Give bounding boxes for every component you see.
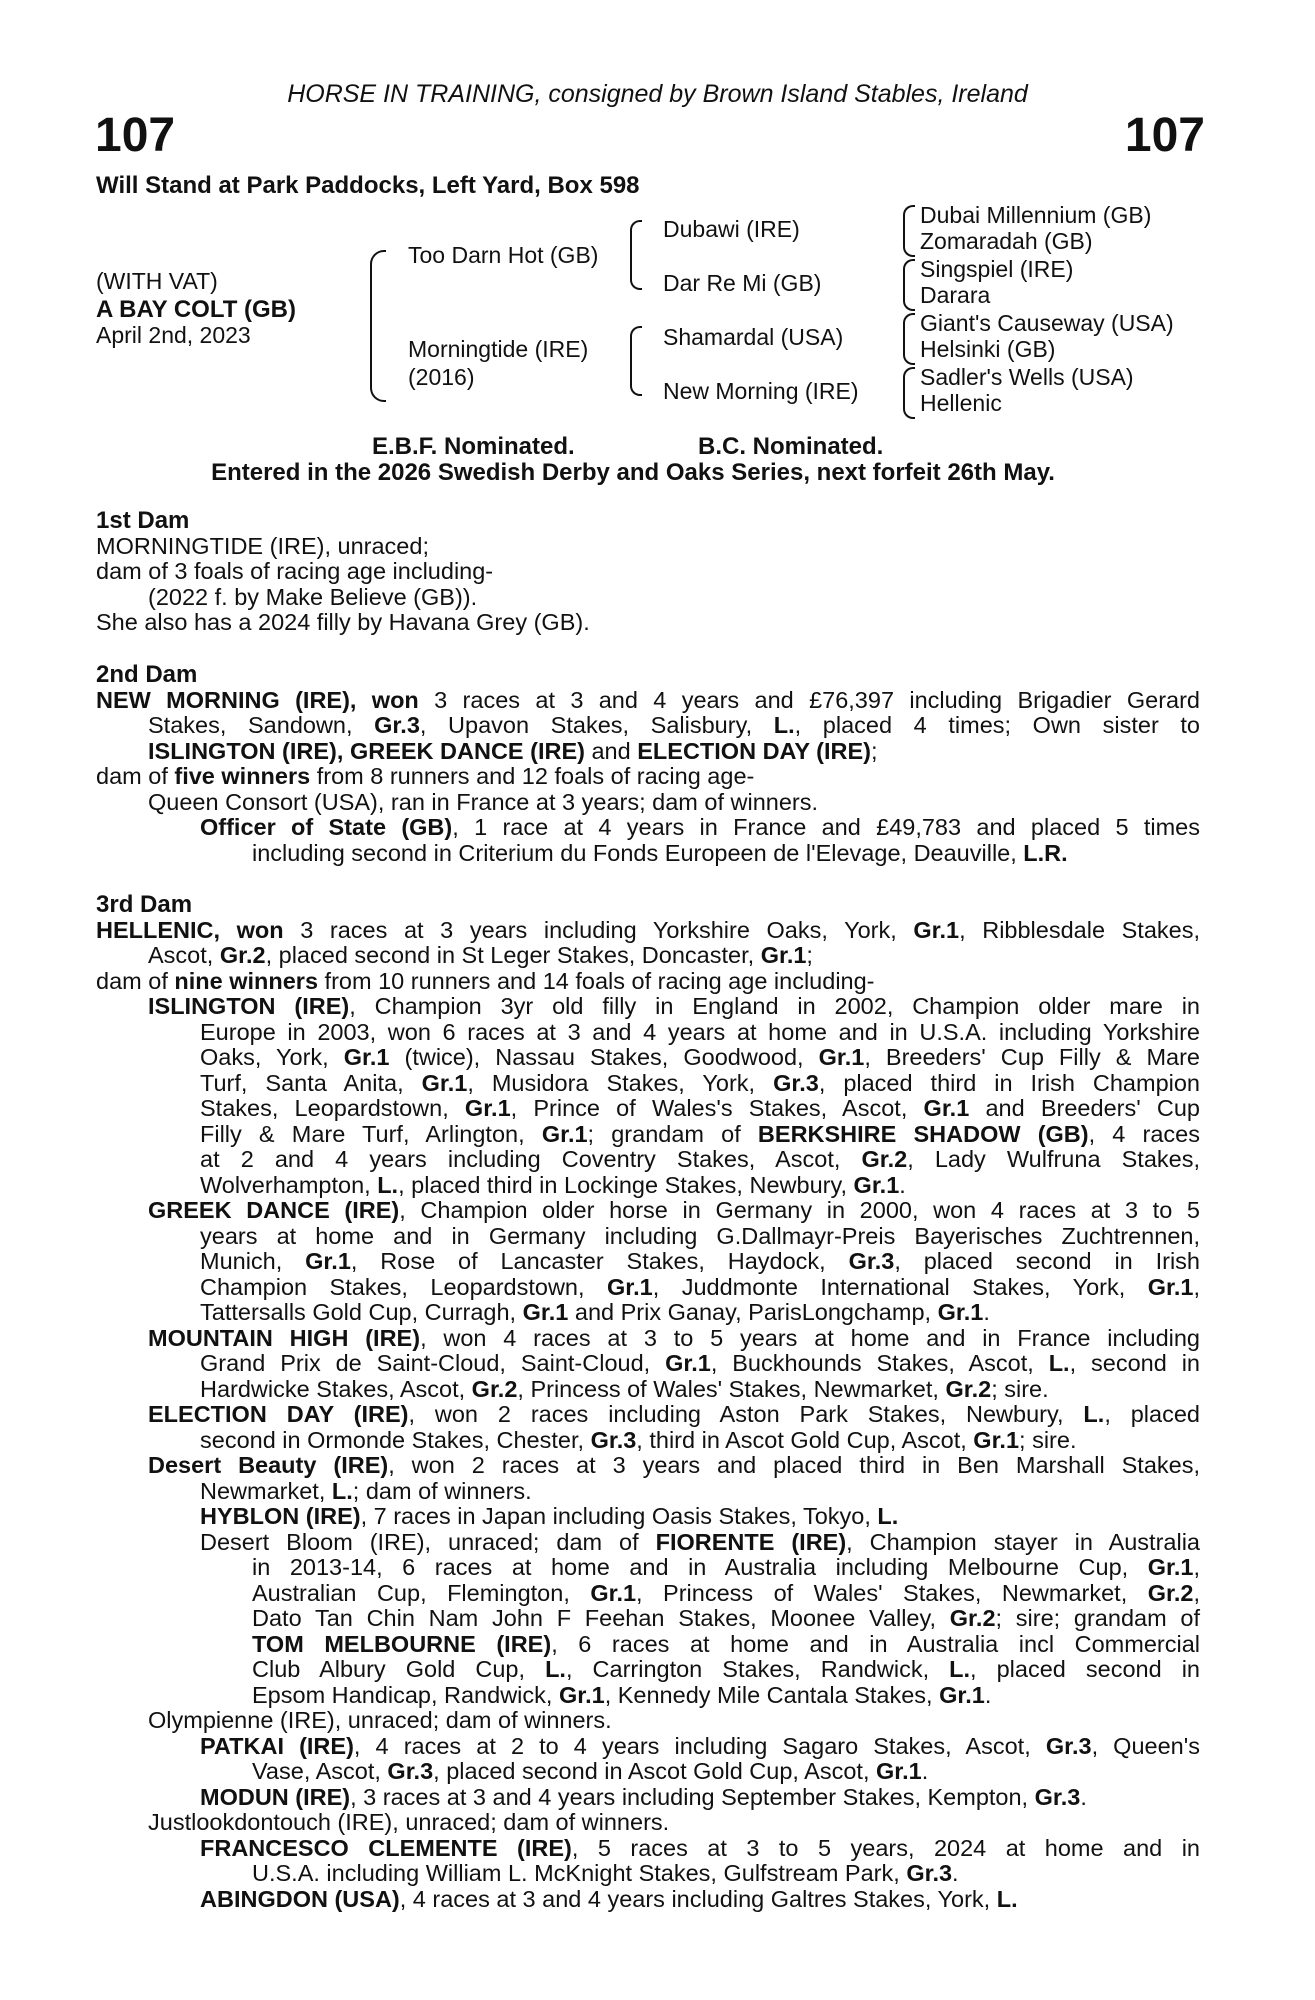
great-grandsire-4: Sadler's Wells (USA): [920, 364, 1134, 390]
progeny-line: Oaks, York, Gr.1 (twice), Nassau Stakes, Goodwood, Gr.1, Breeders' Cup Filly & Mare: [200, 1044, 1200, 1070]
progeny-line: Europe in 2003, won 6 races at 3 and 4 years at home and in U.S.A. including Yorkshire: [200, 1018, 1200, 1045]
bc-nomination: B.C. Nominated.: [698, 433, 884, 460]
progeny-line: ISLINGTON (IRE), Champion 3yr old filly in England in 2002, Champion older mare in: [148, 993, 1201, 1019]
progeny-line: MOUNTAIN HIGH (IRE), won 4 races at 3 to 5 years at home and in France including: [148, 1324, 1200, 1351]
great-grandsire-1: Dubai Millennium (GB): [920, 202, 1152, 228]
second-dam-title: 2nd Dam: [96, 661, 198, 688]
ebf-nomination: E.B.F. Nominated.: [372, 433, 575, 460]
progeny-line: Club Albury Gold Cup, L., Carrington Stakes, Randwick, L., placed second in: [252, 1656, 1200, 1682]
progeny-line: Hardwicke Stakes, Ascot, Gr.2, Princess of Wales' Stakes, Newmarket, Gr.2; sire.: [200, 1375, 1049, 1402]
progeny-line: Grand Prix de Saint-Cloud, Saint-Cloud, Gr.1, Buckhounds Stakes, Ascot, L., second in: [200, 1350, 1200, 1376]
progeny-line: Desert Bloom (IRE), unraced; dam of FIORENTE (IRE), Champion stayer in Australia: [200, 1528, 1200, 1555]
sire-brace: [630, 220, 642, 290]
first-dam-line: (2022 f. by Make Believe (GB)).: [148, 583, 478, 610]
progeny-line: FRANCESCO CLEMENTE (IRE), 5 races at 3 to 5 years, 2024 at home and in: [200, 1834, 1200, 1861]
third-dam-line: dam of nine winners from 10 runners and 14 foals of racing age including-: [96, 967, 875, 994]
dam-brace: [630, 326, 642, 396]
great-granddam-4: Hellenic: [920, 390, 1002, 416]
great-grandsire-3: Giant's Causeway (USA): [920, 310, 1174, 336]
vat-note: (WITH VAT): [96, 268, 218, 294]
second-dam-line: ISLINGTON (IRE), GREEK DANCE (IRE) and ELECTION DAY (IRE);: [148, 737, 878, 764]
progeny-line: ABINGDON (USA), 4 races at 3 and 4 years including Galtres Stakes, York, L.: [200, 1885, 1018, 1912]
sire-sire: Dubawi (IRE): [663, 216, 800, 242]
first-dam-line: MORNINGTIDE (IRE), unraced;: [96, 532, 429, 559]
progeny-line: Epsom Handicap, Randwick, Gr.1, Kennedy Mile Cantala Stakes, Gr.1.: [252, 1681, 992, 1708]
great-granddam-3: Helsinki (GB): [920, 336, 1056, 362]
dam-dam: New Morning (IRE): [663, 378, 859, 404]
first-dam-section: [96, 508, 590, 636]
progeny-line: Stakes, Leopardstown, Gr.1, Prince of Wales's Stakes, Ascot, Gr.1 and Breeders' Cup: [200, 1095, 1201, 1121]
third-dam-section: [96, 892, 1200, 1912]
stabling-location: Will Stand at Park Paddocks, Left Yard, Box 598: [96, 172, 640, 199]
progeny-line: Australian Cup, Flemington, Gr.1, Princess of Wales' Stakes, Newmarket, Gr.2,: [252, 1579, 1200, 1606]
progeny-line: at 2 and 4 years including Coventry Stakes, Ascot, Gr.2, Lady Wulfruna Stakes,: [200, 1146, 1200, 1172]
progeny-line: MODUN (IRE), 3 races at 3 and 4 years including September Stakes, Kempton, Gr.3.: [200, 1783, 1087, 1810]
third-dam-line: HELLENIC, won 3 races at 3 years including Yorkshire Oaks, York, Gr.1, Ribblesdale Stakes,: [96, 916, 1200, 943]
foaling-date: April 2nd, 2023: [96, 322, 251, 348]
progeny-line: Champion Stakes, Leopardstown, Gr.1, Juddmonte International Stakes, York, Gr.1,: [200, 1273, 1200, 1300]
progeny-line: second in Ormonde Stakes, Chester, Gr.3, third in Ascot Gold Cup, Ascot, Gr.1; sire.: [200, 1426, 1077, 1453]
gg-brace-3: [903, 313, 915, 365]
entries-note: Entered in the 2026 Swedish Derby and Oaks Series, next forfeit 26th May.: [211, 459, 1055, 486]
lot-number-left: 107: [95, 109, 176, 162]
progeny-line: U.S.A. including William L. McKnight Stakes, Gulfstream Park, Gr.3.: [252, 1860, 959, 1886]
great-granddam-2: Darara: [920, 282, 991, 308]
progeny-line: years at home and in Germany including G.Dallmayr-Preis Bayerisches Zuchtrennen,: [200, 1222, 1200, 1249]
second-dam-line: Officer of State (GB), 1 race at 4 years in France and £49,783 and placed 5 times: [200, 814, 1200, 840]
progeny-line: HYBLON (IRE), 7 races in Japan including Oasis Stakes, Tokyo, L.: [200, 1503, 899, 1529]
second-dam-section: [96, 662, 1200, 866]
second-dam-line: NEW MORNING (IRE), won 3 races at 3 and 4 years and £76,397 including Brigadier Gerard: [96, 686, 1200, 713]
great-granddam-1: Zomaradah (GB): [920, 228, 1093, 254]
second-dam-line: including second in Criterium du Fonds Europeen de l'Elevage, Deauville, L.R.: [252, 839, 1068, 866]
progeny-line: Newmarket, L.; dam of winners.: [200, 1477, 532, 1504]
dam-sire: Shamardal (USA): [663, 324, 844, 350]
third-dam-line: Ascot, Gr.2, placed second in St Leger Stakes, Doncaster, Gr.1;: [148, 942, 813, 968]
progeny-line: Dato Tan Chin Nam John F Feehan Stakes, Moonee Valley, Gr.2; sire; grandam of: [252, 1605, 1200, 1631]
horse-name: A BAY COLT (GB): [96, 296, 297, 323]
gg-brace-4: [903, 367, 915, 419]
lot-number-right: 107: [1124, 109, 1205, 162]
dam-name: Morningtide (IRE): [408, 336, 589, 362]
progeny-line: TOM MELBOURNE (IRE), 6 races at home and in Australia incl Commercial: [252, 1630, 1200, 1657]
first-dam-line: dam of 3 foals of racing age including-: [96, 558, 494, 584]
third-dam-title: 3rd Dam: [96, 891, 193, 918]
progeny-line: Vase, Ascot, Gr.3, placed second in Ascot Gold Cup, Ascot, Gr.1.: [252, 1758, 929, 1784]
progeny-line: Tattersalls Gold Cup, Curragh, Gr.1 and Prix Ganay, ParisLongchamp, Gr.1.: [200, 1299, 990, 1325]
progeny-line: GREEK DANCE (IRE), Champion older horse in Germany in 2000, won 4 races at 3 to 5: [148, 1197, 1200, 1223]
first-dam-title: 1st Dam: [96, 507, 190, 534]
progeny-line: in 2013-14, 6 races at home and in Australia including Melbourne Cup, Gr.1,: [252, 1554, 1200, 1580]
progeny-line: Wolverhampton, L., placed third in Lockinge Stakes, Newbury, Gr.1.: [200, 1171, 906, 1198]
pedigree-brace: [370, 250, 386, 402]
progeny-line: Justlookdontouch (IRE), unraced; dam of winners.: [148, 1809, 670, 1835]
first-dam-line: She also has a 2024 filly by Havana Grey (GB).: [96, 609, 590, 635]
progeny-line: ELECTION DAY (IRE), won 2 races including Aston Park Stakes, Newbury, L., placed: [148, 1401, 1200, 1427]
gg-brace-1: [903, 205, 915, 257]
second-dam-line: Stakes, Sandown, Gr.3, Upavon Stakes, Salisbury, L., placed 4 times; Own sister to: [148, 712, 1201, 738]
great-grandsire-2: Singspiel (IRE): [920, 256, 1074, 282]
progeny-line: Turf, Santa Anita, Gr.1, Musidora Stakes, York, Gr.3, placed third in Irish Champion: [200, 1069, 1201, 1096]
gg-brace-2: [903, 259, 915, 311]
progeny-line: Munich, Gr.1, Rose of Lancaster Stakes, Haydock, Gr.3, placed second in Irish: [200, 1248, 1200, 1274]
progeny-line: PATKAI (IRE), 4 races at 2 to 4 years including Sagaro Stakes, Ascot, Gr.3, Queen's: [200, 1732, 1200, 1759]
second-dam-line: Queen Consort (USA), ran in France at 3 years; dam of winners.: [148, 788, 819, 815]
progeny-line: Olympienne (IRE), unraced; dam of winners.: [148, 1707, 612, 1733]
progeny-line: Desert Beauty (IRE), won 2 races at 3 years and placed third in Ben Marshall Stakes,: [148, 1452, 1200, 1478]
catalogue-header: HORSE IN TRAINING, consigned by Brown Island Stables, Ireland: [287, 80, 1028, 108]
sire-name: Too Darn Hot (GB): [408, 242, 599, 268]
progeny-line: Filly & Mare Turf, Arlington, Gr.1; grandam of BERKSHIRE SHADOW (GB), 4 races: [200, 1120, 1201, 1147]
dam-year: (2016): [408, 364, 475, 390]
second-dam-line: dam of five winners from 8 runners and 12 foals of racing age-: [96, 763, 755, 789]
sire-dam: Dar Re Mi (GB): [663, 270, 822, 296]
